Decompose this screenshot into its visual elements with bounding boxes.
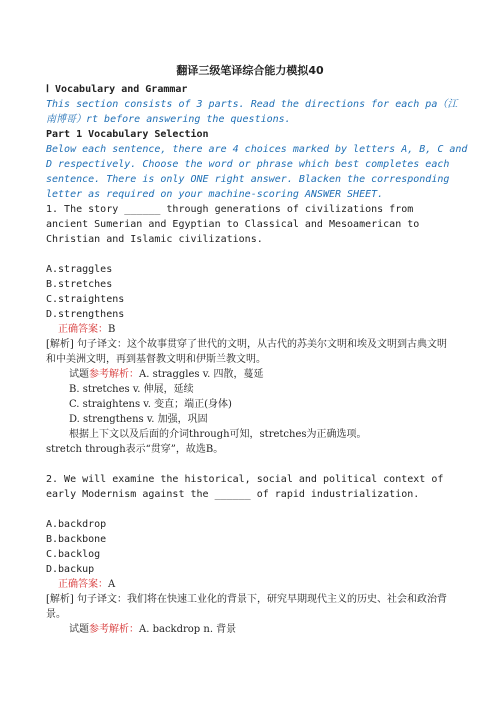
option-a[interactable]: A.backdrop xyxy=(46,519,107,530)
option-b[interactable]: B.stretches xyxy=(46,279,113,290)
analysis-text: 句子译文：这个故事贯穿了世代的文明，从古代的苏美尔文明和埃及文明到古典文明和中美洲文明，再到基督教文明和伊斯兰教文明。 xyxy=(46,339,447,365)
analysis-label: [解析] xyxy=(46,339,74,350)
analysis-label: [解析] xyxy=(46,594,74,605)
question-2-stem: 2. We will examine the historical, social and political context of early Modernism against the ______ of rapid industrialization. xyxy=(46,474,444,500)
part-instructions: Below each sentence, there are 4 choices marked by letters A, B, C and D respectively. Choose the word or phrase which best completes each sentence. There is only ONE right answer. Blacken the corresponding letter as required on your machine-scoring ANSWER SHEET. xyxy=(46,144,468,200)
reference-label: 参考解析： xyxy=(89,369,139,380)
analysis xyxy=(46,337,456,367)
section-heading: Ⅰ Vocabulary and Grammar xyxy=(46,84,188,95)
section-instr-watermark: （江南博哥） xyxy=(46,99,458,125)
option-d[interactable]: D.strengthens xyxy=(46,309,125,320)
reference-a: A. straggles v. 四散，蔓延 xyxy=(139,369,264,380)
option-c[interactable]: C.straightens xyxy=(46,294,125,305)
answer-line xyxy=(46,577,500,592)
reference-header xyxy=(46,622,500,637)
reference-prefix: 试题 xyxy=(69,624,89,635)
section-instr-part1: This section consists of 3 parts. Read the directions for each pa xyxy=(46,99,438,110)
question-1-stem: 1. The story ______ through generations of civilizations from ancient Sumerian and Egyptian to Classical and Mesoamerican to Christian and Islamic civilizations. xyxy=(46,204,420,245)
option-a[interactable]: A.straggles xyxy=(46,264,113,275)
reference-d: D. strengthens v. 加强，巩固 xyxy=(69,414,208,425)
answer-line xyxy=(46,322,500,337)
section-instr-part2: rt before answering the questions. xyxy=(86,114,291,125)
reference-header xyxy=(46,367,500,382)
answer-value: A xyxy=(108,579,116,590)
option-c[interactable]: C.backlog xyxy=(46,549,101,560)
reference-c: C. straightens v. 变直；端正(身体) xyxy=(69,399,232,410)
reference-a: A. backdrop n. 背景 xyxy=(139,624,237,635)
question-2-options xyxy=(46,517,500,577)
option-d[interactable]: D.backup xyxy=(46,564,95,575)
page-title: 翻译三级笔译综合能力模拟40 xyxy=(176,64,324,77)
option-b[interactable]: B.backbone xyxy=(46,534,107,545)
reference-prefix: 试题 xyxy=(69,369,89,380)
reference-label: 参考解析： xyxy=(89,624,139,635)
reference-b: B. stretches v. 伸展，延续 xyxy=(69,384,194,395)
part-heading: Part 1 Vocabulary Selection xyxy=(46,129,209,140)
section-instructions xyxy=(46,97,466,127)
analysis xyxy=(46,592,456,622)
analysis-text: 句子译文：我们将在快速工业化的背景下，研究早期现代主义的历史、社会和政治背景。 xyxy=(46,594,447,620)
answer-label: 正确答案： xyxy=(58,324,108,335)
question-1-options xyxy=(46,262,500,322)
answer-value: B xyxy=(108,324,116,335)
answer-label: 正确答案： xyxy=(58,579,108,590)
conclusion-2: stretch through表示“贯穿”，故选B。 xyxy=(46,444,224,455)
conclusion-1: 根据上下文以及后面的介词through可知，stretches为正确选项。 xyxy=(69,429,367,440)
